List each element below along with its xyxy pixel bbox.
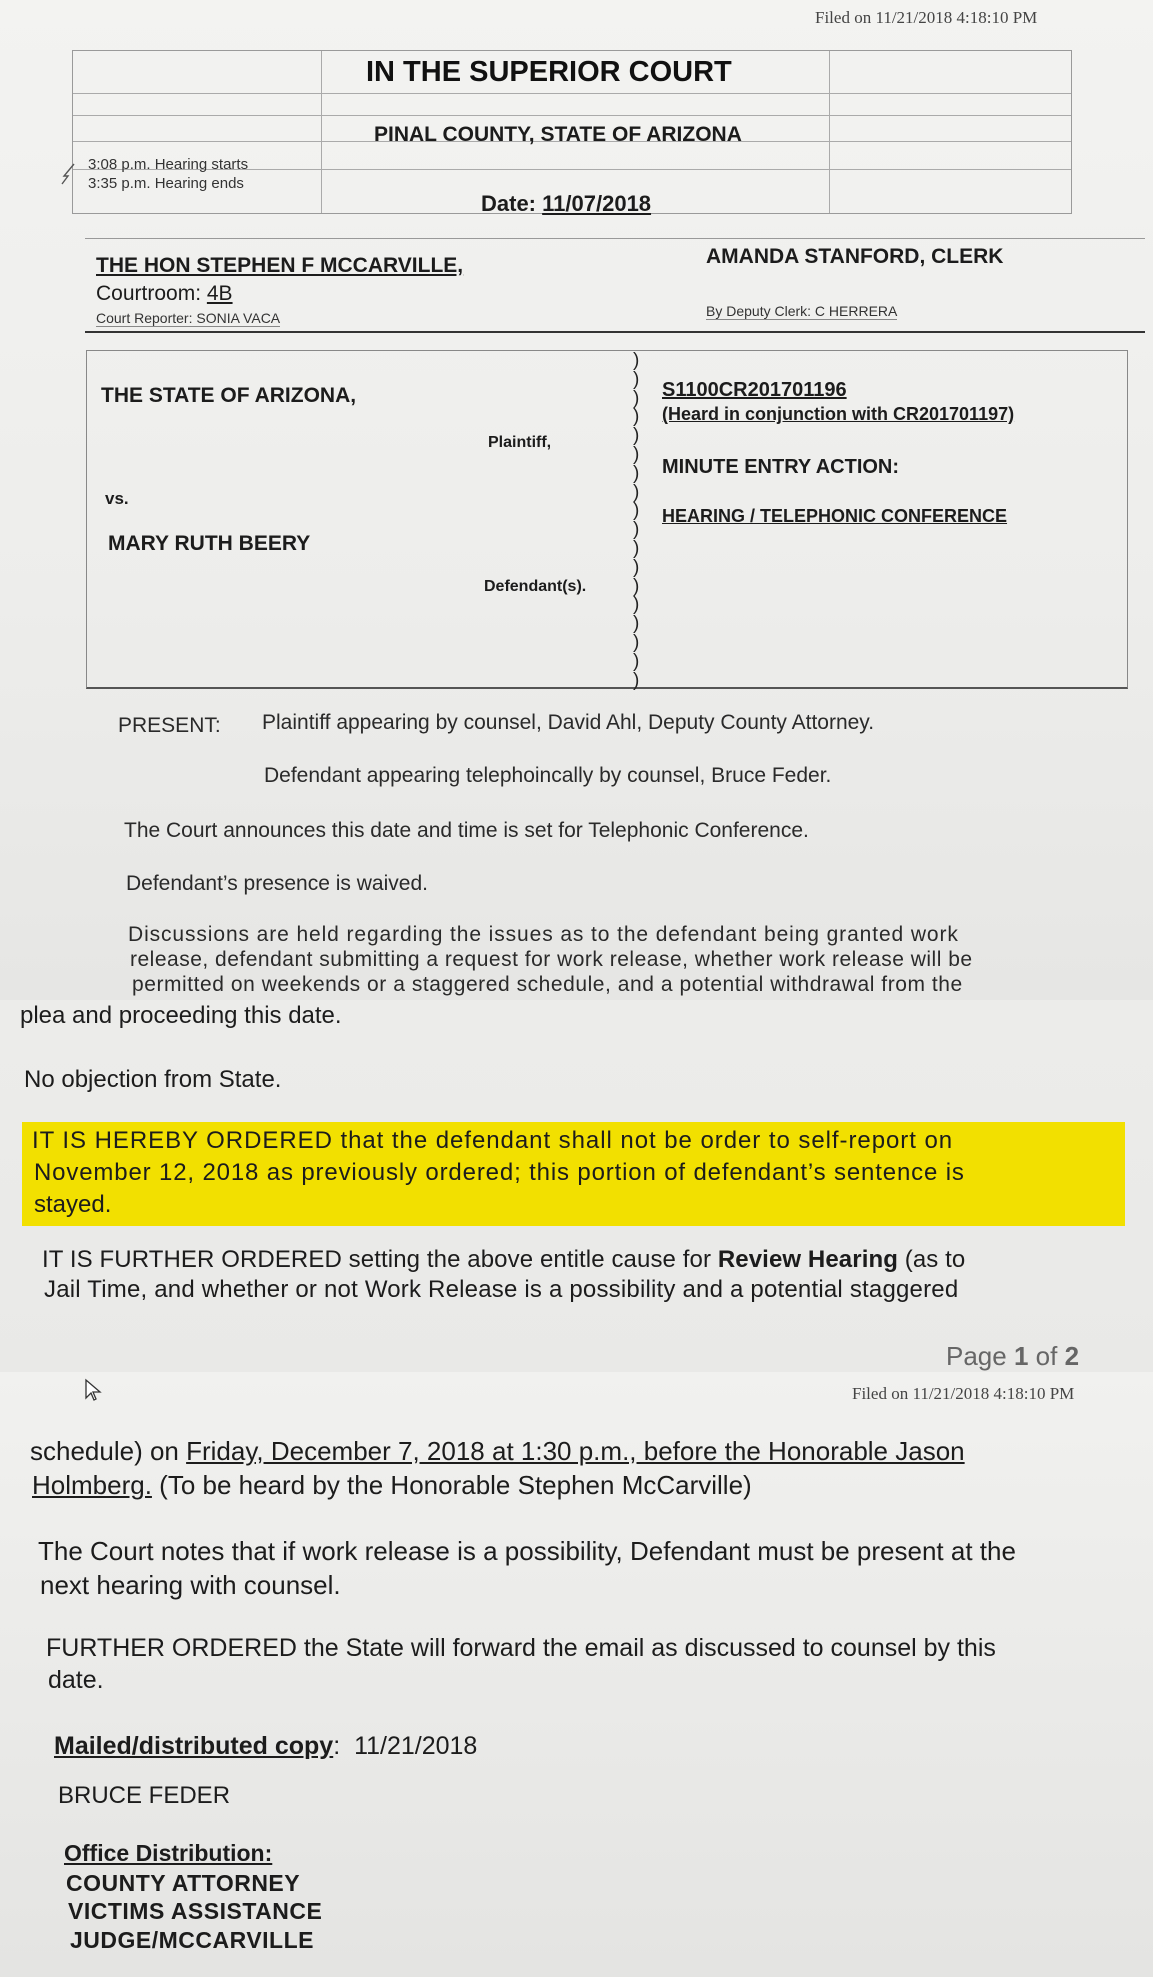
present-defendant: Defendant appearing telephoincally by counsel, Bruce Feder. [264, 764, 832, 787]
schedule-line-2 [32, 1470, 752, 1501]
distribution-item: VICTIMS ASSISTANCE [68, 1898, 323, 1924]
ordered-line-3: stayed. [34, 1191, 112, 1218]
judge-holmberg: Holmberg. [32, 1470, 152, 1500]
versus: vs. [105, 489, 129, 508]
action-title: HEARING / TELEPHONIC CONFERENCE [662, 506, 1008, 526]
courtroom-value: 4B [206, 282, 233, 305]
present-plaintiff: Plaintiff appearing by counsel, David Ahl, Deputy County Attorney. [262, 711, 875, 734]
filed-stamp: Filed on 11/21/2018 4:18:10 PM [815, 8, 1038, 27]
announce-line: The Court announces this date and time is set for Telephonic Conference. [124, 819, 809, 842]
courtroom-label: Courtroom: [96, 282, 202, 305]
deputy-clerk: By Deputy Clerk: C HERRERA [706, 303, 898, 319]
office-distribution-label: Office Distribution: [64, 1840, 273, 1866]
discussion-line-2: release, defendant submitting a request for work release, whether work release will be [130, 948, 973, 971]
further-text-end: (as to [897, 1246, 966, 1273]
hearing-date-judge: Friday, December 7, 2018 at 1:30 p.m., before the Honorable Jason [186, 1436, 965, 1466]
discussion-continuation: plea and proceeding this date. [20, 1002, 342, 1029]
distribution-item: JUDGE/MCCARVILLE [70, 1927, 314, 1953]
mouse-cursor-icon [84, 1378, 102, 1402]
county-line: PINAL COUNTY, STATE OF ARIZONA [374, 123, 742, 146]
filed-stamp-page-2: Filed on 11/21/2018 4:18:10 PM [852, 1384, 1075, 1403]
clerk-name: AMANDA STANFORD, CLERK [706, 245, 1004, 268]
forward-line-1: FURTHER ORDERED the State will forward the email as discussed to counsel by this [46, 1634, 996, 1662]
discussion-line-3: permitted on weekends or a staggered schedule, and a potential withdrawal from the [132, 973, 963, 996]
defendant-name: MARY RUTH BEERY [108, 532, 311, 555]
caption-divider: ) ) ) ) ) ) ) ) ) ) ) ) ) ) ) ) ) ) [633, 350, 640, 691]
date-value: 11/07/2018 [542, 191, 652, 216]
mailed-label: Mailed/distributed copy [54, 1732, 334, 1760]
plaintiff-label: Plaintiff, [488, 434, 552, 451]
page-number [946, 1341, 1079, 1372]
notes-line-2: next hearing with counsel. [40, 1570, 341, 1600]
mailed-recipient: BRUCE FEDER [58, 1782, 231, 1809]
judge-name: THE HON STEPHEN F MCCARVILLE, [96, 254, 464, 277]
date-label: Date: [481, 191, 537, 216]
notes-line-1: The Court notes that if work release is a possibility, Defendant must be present at the [38, 1536, 1016, 1566]
page-word: Page [946, 1341, 1014, 1371]
court-title: IN THE SUPERIOR COURT [366, 56, 732, 88]
court-reporter: Court Reporter: SONIA VACA [96, 310, 281, 326]
minute-entry-label: MINUTE ENTRY ACTION: [662, 456, 900, 478]
hearing-start: 3:08 p.m. Hearing starts [88, 156, 249, 173]
ordered-line-1: IT IS HEREBY ORDERED that the defendant shall not be order to self-report on [32, 1127, 954, 1154]
mailed-colon: : [333, 1732, 341, 1760]
schedule-prefix: schedule) on [30, 1436, 187, 1466]
mouse-cursor-icon [60, 162, 78, 186]
ordered-line-2: November 12, 2018 as previously ordered; this portion of defendant’s sentence is [34, 1159, 965, 1186]
defendant-label: Defendant(s). [484, 578, 587, 595]
distribution-item: COUNTY ATTORNEY [66, 1870, 301, 1896]
page-of: of [1028, 1341, 1065, 1371]
highlighted-order [22, 1122, 1125, 1226]
further-text: IT IS FURTHER ORDERED setting the above entitle cause for [42, 1246, 718, 1273]
discussion-line-1: Discussions are held regarding the issues as to the defendant being granted work [128, 923, 959, 946]
review-hearing: Review Hearing [717, 1246, 898, 1273]
page-current: 1 [1013, 1341, 1029, 1371]
no-objection: No objection from State. [24, 1066, 282, 1093]
date-line [481, 191, 651, 217]
hearing-end: 3:35 p.m. Hearing ends [88, 175, 244, 192]
further-ordered-line-2: Jail Time, and whether or not Work Release is a possibility and a potential staggered [44, 1276, 959, 1303]
case-conjunction: (Heard in conjunction with CR201701197) [662, 404, 1015, 424]
plaintiff-name: THE STATE OF ARIZONA, [101, 384, 357, 407]
page-2-photo [0, 1372, 1153, 1977]
case-number: S1100CR201701196 [662, 379, 847, 401]
further-ordered-line-1 [42, 1246, 965, 1274]
heard-by: (To be heard by the Honorable Stephen McCarville) [151, 1470, 752, 1500]
courtroom-line [96, 282, 233, 306]
forward-line-2: date. [48, 1666, 104, 1694]
present-label: PRESENT: [118, 714, 221, 737]
schedule-line-1 [30, 1436, 965, 1467]
mailed-date: 11/21/2018 [354, 1732, 478, 1760]
waived-line: Defendant’s presence is waived. [126, 872, 428, 895]
page-total: 2 [1064, 1341, 1080, 1371]
mailed-line [54, 1732, 477, 1761]
